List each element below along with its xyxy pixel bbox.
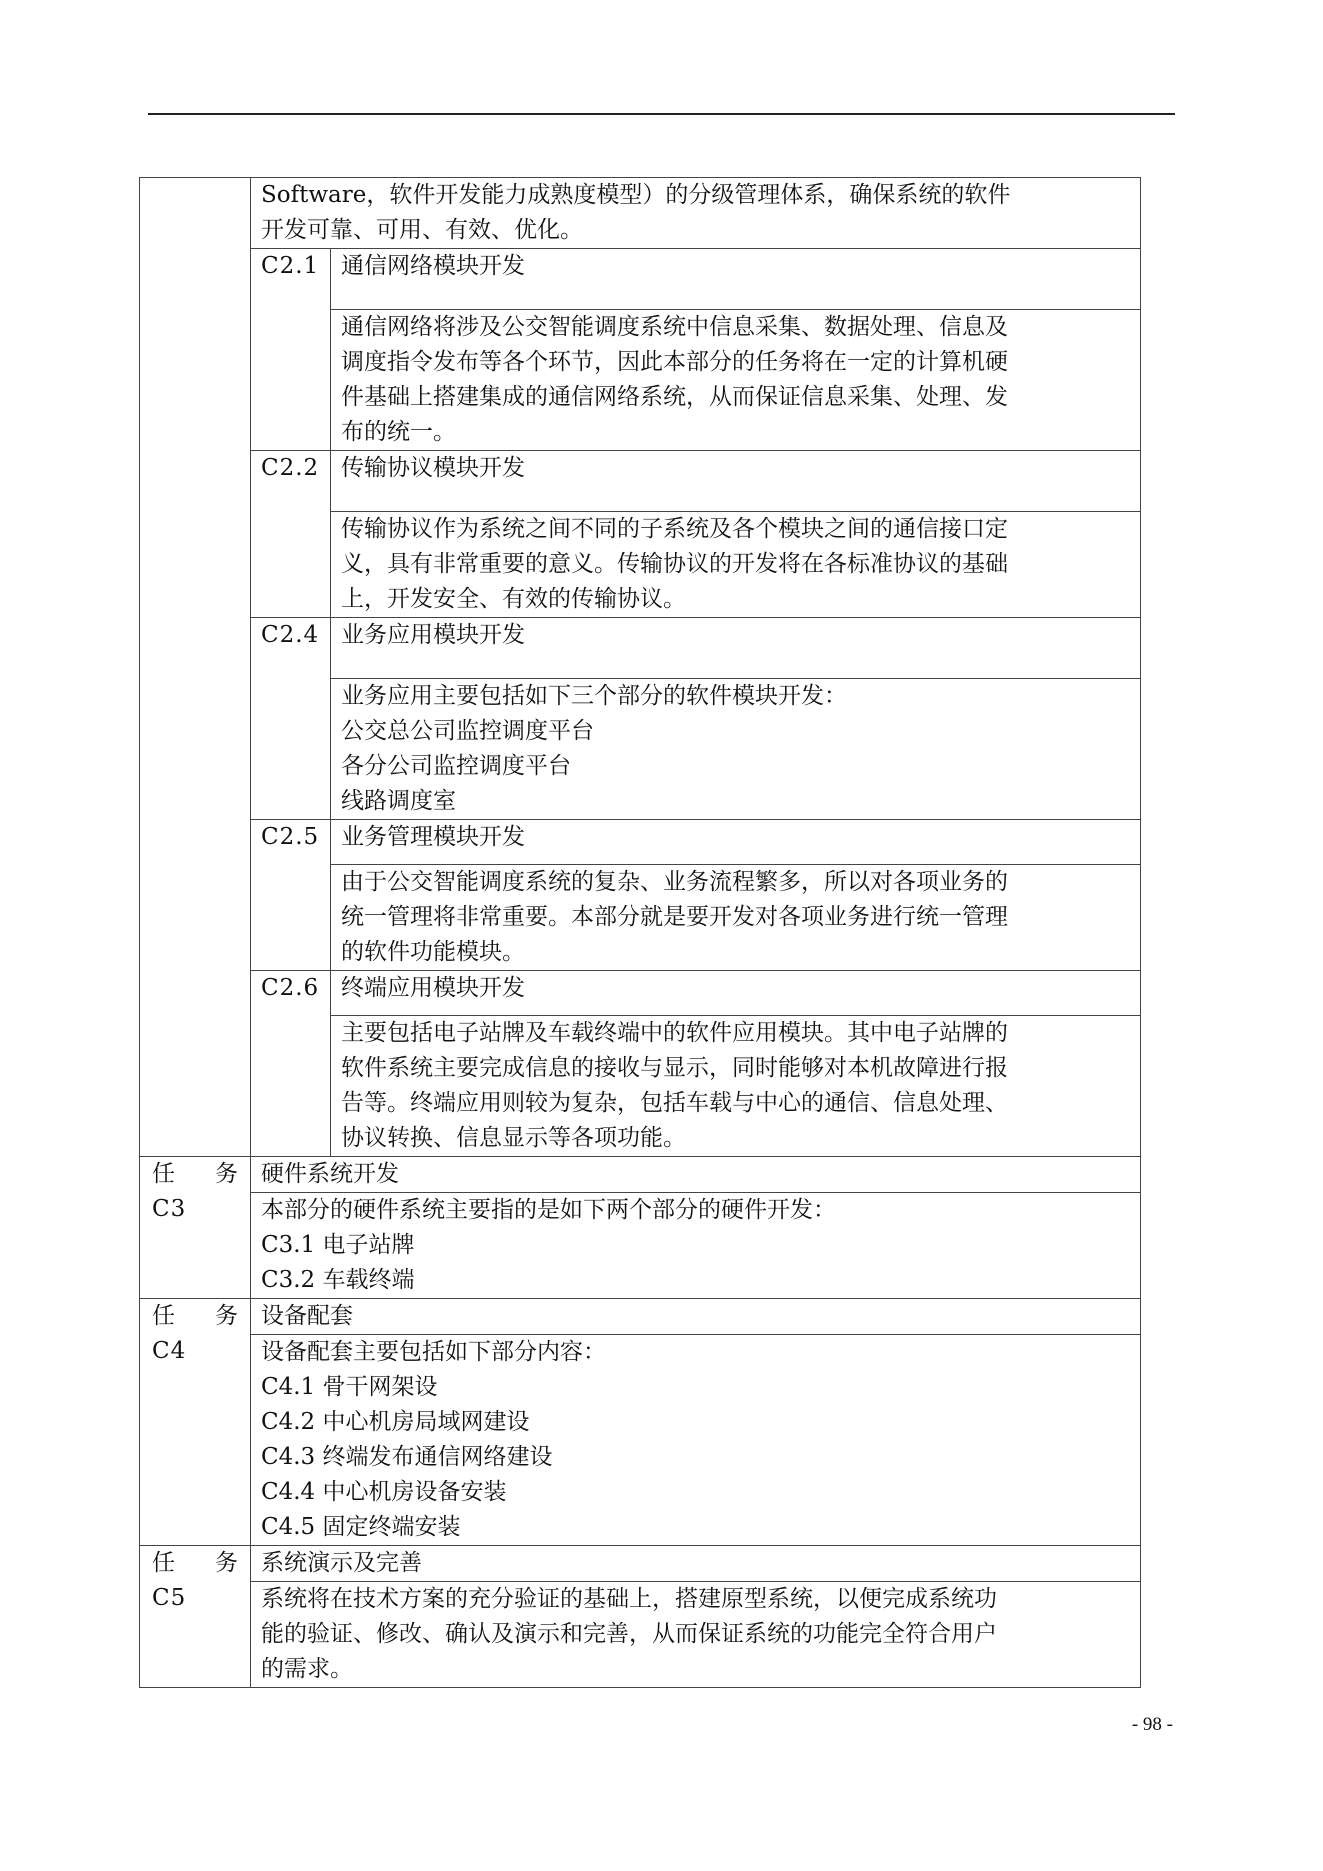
table-row [140, 971, 1141, 1016]
task-label [152, 1157, 238, 1192]
body-line: 本部分的硬件系统主要指的是如下两个部分的硬件开发： [261, 1197, 836, 1223]
task-code: C5 [152, 1585, 187, 1611]
subtask-title: 传输协议模块开发 [331, 451, 1141, 512]
subtask-body [331, 310, 1141, 451]
intro-line: 开发可靠、可用、有效、优化。 [261, 217, 583, 243]
subtask-body [331, 512, 1141, 618]
body-line: 系统将在技术方案的充分验证的基础上，搭建原型系统，以便完成系统功 [261, 1586, 997, 1612]
task-label-char: 任 [152, 1550, 175, 1576]
body-line: 传输协议作为系统之间不同的子系统及各个模块之间的通信接口定 [341, 516, 1008, 542]
task-label-char: 务 [215, 1303, 238, 1329]
subtask-title: 终端应用模块开发 [331, 971, 1141, 1016]
body-line: 布的统一。 [341, 419, 456, 445]
task-body [251, 1335, 1141, 1546]
body-line: 协议转换、信息显示等各项功能。 [341, 1125, 686, 1151]
body-line: 的需求。 [261, 1656, 353, 1682]
subtask-code: C2.1 [251, 249, 331, 451]
table-row [140, 249, 1141, 310]
task-label-char: 务 [215, 1550, 238, 1576]
task-title: 系统演示及完善 [251, 1546, 1141, 1582]
task-label-char: 任 [152, 1303, 175, 1329]
subtask-body [331, 679, 1141, 820]
body-line: 告等。终端应用则较为复杂，包括车载与中心的通信、信息处理、 [341, 1090, 1008, 1116]
body-line: C4.4 中心机房设备安装 [261, 1479, 507, 1505]
body-line: C4.3 终端发布通信网络建设 [261, 1444, 553, 1470]
task-title: 硬件系统开发 [251, 1157, 1141, 1193]
table-row [140, 178, 1141, 249]
subtask-code: C2.5 [251, 820, 331, 971]
body-line: 义，具有非常重要的意义。传输协议的开发将在各标准协议的基础 [341, 551, 1008, 577]
body-line: 设备配套主要包括如下部分内容： [261, 1339, 606, 1365]
task-title: 设备配套 [251, 1299, 1141, 1335]
table-row [140, 1546, 1141, 1582]
task-label-cell [140, 1546, 251, 1688]
body-line: 调度指令发布等各个环节，因此本部分的任务将在一定的计算机硬 [341, 349, 1008, 375]
subtask-code: C2.4 [251, 618, 331, 820]
body-line: 软件系统主要完成信息的接收与显示，同时能够对本机故障进行报 [341, 1055, 1008, 1081]
task-label-cell [140, 1157, 251, 1299]
table-row [140, 618, 1141, 679]
body-line: 的软件功能模块。 [341, 939, 525, 965]
task-label-char: 任 [152, 1161, 175, 1187]
table-row [140, 1193, 1141, 1299]
body-line: 件基础上搭建集成的通信网络系统，从而保证信息采集、处理、发 [341, 384, 1008, 410]
body-line: 能的验证、修改、确认及演示和完善，从而保证系统的功能完全符合用户 [261, 1621, 997, 1647]
task-code: C3 [152, 1196, 187, 1222]
body-line: C4.2 中心机房局域网建设 [261, 1409, 530, 1435]
body-line: 统一管理将非常重要。本部分就是要开发对各项业务进行统一管理 [341, 904, 1008, 930]
table-row [140, 1299, 1141, 1335]
task-code: C4 [152, 1338, 187, 1364]
body-line: 各分公司监控调度平台 [341, 753, 571, 779]
task-label-cell [140, 178, 251, 1157]
task-label-cell [140, 1299, 251, 1546]
body-line: 线路调度室 [341, 788, 456, 814]
subtask-body [331, 1016, 1141, 1157]
task-body [251, 1193, 1141, 1299]
task-label [152, 1546, 238, 1581]
subtask-body [331, 865, 1141, 971]
body-line: 公交总公司监控调度平台 [341, 718, 594, 744]
subtask-title: 通信网络模块开发 [331, 249, 1141, 310]
intro-line: Software，软件开发能力成熟度模型）的分级管理体系，确保系统的软件 [261, 182, 1011, 208]
body-line: C4.5 固定终端安装 [261, 1514, 461, 1540]
task-table [139, 177, 1141, 1688]
subtask-title: 业务应用模块开发 [331, 618, 1141, 679]
table-row [140, 1157, 1141, 1193]
intro-cell [251, 178, 1141, 249]
subtask-title: 业务管理模块开发 [331, 820, 1141, 865]
header-rule [148, 113, 1175, 115]
table-row [140, 1335, 1141, 1546]
body-line: 主要包括电子站牌及车载终端中的软件应用模块。其中电子站牌的 [341, 1020, 1008, 1046]
body-line: C3.2 车载终端 [261, 1267, 415, 1293]
task-body [251, 1582, 1141, 1688]
body-line: 通信网络将涉及公交智能调度系统中信息采集、数据处理、信息及 [341, 314, 1008, 340]
body-line: C3.1 电子站牌 [261, 1232, 415, 1258]
task-label [152, 1299, 238, 1334]
table-row [140, 820, 1141, 865]
subtask-code: C2.2 [251, 451, 331, 618]
body-line: 业务应用主要包括如下三个部分的软件模块开发： [341, 683, 847, 709]
body-line: 上，开发安全、有效的传输协议。 [341, 586, 686, 612]
body-line: C4.1 骨干网架设 [261, 1374, 438, 1400]
page-number: - 98 - [1131, 1714, 1173, 1735]
table-row [140, 451, 1141, 512]
table-row [140, 1582, 1141, 1688]
subtask-code: C2.6 [251, 971, 331, 1157]
task-label-char: 务 [215, 1161, 238, 1187]
body-line: 由于公交智能调度系统的复杂、业务流程繁多，所以对各项业务的 [341, 869, 1008, 895]
